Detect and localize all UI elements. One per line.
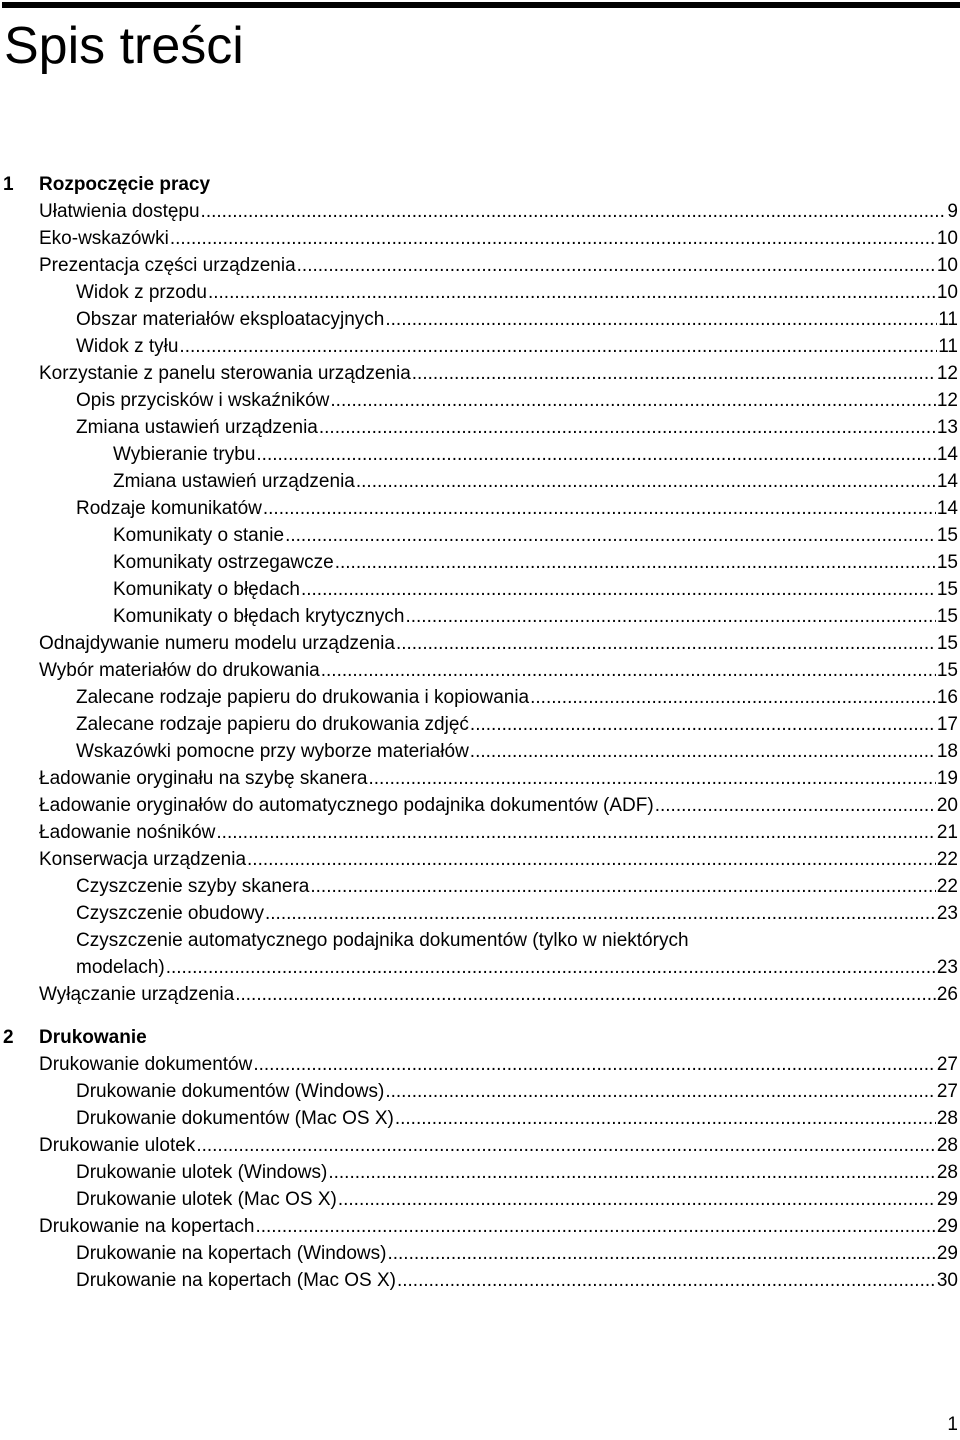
toc-entry-page: 13 [936,417,958,438]
toc-entry-page: 15 [936,633,958,654]
dot-leader [263,495,936,522]
top-rule [2,2,960,8]
chapter-heading[interactable] [0,171,960,198]
toc-entry-page: 10 [936,282,958,303]
toc-entry-label: Eko-wskazówki [39,228,169,249]
dot-leader [397,1267,936,1294]
toc-entry[interactable] [0,360,960,387]
toc-entry[interactable] [0,684,960,711]
toc-entry[interactable] [0,198,960,225]
toc-entry-label: Obszar materiałów eksploatacyjnych [76,309,385,330]
toc-entry[interactable] [0,468,960,495]
toc-entry[interactable] [0,1159,960,1186]
dot-leader [412,360,936,387]
dot-leader [321,657,936,684]
toc-entry-page: 27 [936,1054,958,1075]
section-gap [0,1008,960,1024]
toc-entry-page: 28 [936,1135,958,1156]
dot-leader [208,279,936,306]
dot-leader [196,1132,936,1159]
toc-entry[interactable] [0,1132,960,1159]
dot-leader [255,1213,935,1240]
toc-entry-label: Konserwacja urządzenia [39,849,247,870]
dot-leader [179,333,937,360]
dot-leader [385,1078,936,1105]
toc-entry-page: 15 [936,660,958,681]
dot-leader [356,468,936,495]
toc-entry[interactable] [0,1267,960,1294]
toc-entry[interactable] [0,1105,960,1132]
dot-leader [265,900,936,927]
toc-entry[interactable] [0,1051,960,1078]
toc-entry[interactable] [0,1240,960,1267]
toc-entry[interactable] [0,927,960,981]
chapter-number: 1 [3,174,14,195]
toc-entry-label: Drukowanie ulotek (Windows) [76,1162,328,1183]
toc-entry[interactable] [0,603,960,630]
toc-entry-page: 11 [938,336,958,357]
toc-entry-label: Zmiana ustawień urządzenia [113,471,355,492]
toc-entry-label: Komunikaty ostrzegawcze [113,552,334,573]
toc-entry-page: 10 [936,228,958,249]
toc-entry[interactable] [0,522,960,549]
toc-entry-label: Zmiana ustawień urządzenia [76,417,318,438]
dot-leader [310,873,935,900]
toc-entry-label: Ładowanie oryginału na szybę skanera [39,768,368,789]
toc-entry-label: Wyłączanie urządzenia [39,984,235,1005]
toc-entry[interactable] [0,576,960,603]
chapter-title: Drukowanie [39,1027,147,1048]
toc-entry-label: Odnajdywanie numeru modelu urządzenia [39,633,395,654]
toc-entry[interactable] [0,333,960,360]
toc-entry[interactable] [0,549,960,576]
toc-entry-page: 27 [936,1081,958,1102]
toc-entry[interactable] [0,792,960,819]
toc-entry[interactable] [0,387,960,414]
toc-entry-label: Drukowanie ulotek [39,1135,196,1156]
toc-entry-page: 23 [936,957,958,978]
toc-entry[interactable] [0,657,960,684]
toc-entry[interactable] [0,711,960,738]
dot-leader [405,603,935,630]
toc-entry-page: 12 [936,363,958,384]
dot-leader [387,1240,935,1267]
dot-leader [385,306,937,333]
dot-leader [655,792,936,819]
toc-entry-label: Opis przycisków i wskaźników [76,390,330,411]
toc-entry-page: 29 [936,1243,958,1264]
toc-entry-label: Zalecane rodzaje papieru do drukowania i kopiowania [76,687,530,708]
toc-entry-label: Komunikaty o błędach krytycznych [113,606,405,627]
dot-leader [319,414,936,441]
toc-entry-page: 14 [936,444,958,465]
table-of-contents [0,171,960,1294]
dot-leader [285,522,936,549]
toc-entry-page: 15 [936,525,958,546]
toc-entry[interactable] [0,819,960,846]
dot-leader [369,765,936,792]
toc-entry-page: 26 [936,984,958,1005]
toc-entry-page: 14 [936,498,958,519]
toc-entry[interactable] [0,279,960,306]
chapter-title: Rozpoczęcie pracy [39,174,211,195]
toc-entry-page: 15 [936,606,958,627]
dot-leader [216,819,935,846]
toc-entry[interactable] [0,441,960,468]
dot-leader [335,549,936,576]
toc-entry-label: Ułatwienia dostępu [39,201,200,222]
toc-entry-label: Widok z tyłu [76,336,179,357]
toc-entry-page: 20 [936,795,958,816]
dot-leader [247,846,936,873]
toc-entry[interactable] [0,765,960,792]
toc-entry-label: Czyszczenie szyby skanera [76,876,310,897]
toc-entry-page: 10 [936,255,958,276]
toc-entry-label: Drukowanie na kopertach (Mac OS X) [76,1270,396,1291]
toc-entry-page: 22 [936,876,958,897]
toc-entry-label: Drukowanie dokumentów [39,1054,253,1075]
toc-entry-page: 29 [936,1189,958,1210]
toc-entry-page: 18 [936,741,958,762]
dot-leader [470,711,936,738]
dot-leader [297,252,936,279]
toc-entry[interactable] [0,1186,960,1213]
toc-entry-page: 14 [936,471,958,492]
toc-entry-page: 22 [936,849,958,870]
toc-entry-label: Ładowanie oryginałów do automatycznego podajnika dokumentów (ADF) [39,795,654,816]
toc-entry-label: Drukowanie na kopertach (Windows) [76,1243,387,1264]
toc-entry-label: Korzystanie z panelu sterowania urządzenia [39,363,411,384]
toc-entry[interactable] [0,414,960,441]
toc-entry[interactable] [0,495,960,522]
toc-entry-page: 21 [936,822,958,843]
toc-entry-label-line1: Czyszczenie automatycznego podajnika dokumentów (tylko w niektórych [76,930,689,951]
toc-entry-page: 29 [936,1216,958,1237]
toc-entry-label: Zalecane rodzaje papieru do drukowania zdjęć [76,714,469,735]
dot-leader [396,630,936,657]
toc-entry-label: Drukowanie ulotek (Mac OS X) [76,1189,337,1210]
toc-entry-label: Widok z przodu [76,282,207,303]
dot-leader [470,738,936,765]
dot-leader [301,576,936,603]
toc-entry-page: 17 [936,714,958,735]
toc-entry-label: Rodzaje komunikatów [76,498,262,519]
dot-leader [395,1105,936,1132]
chapter-heading[interactable] [0,1024,960,1051]
toc-entry[interactable] [0,1213,960,1240]
toc-entry-page: 19 [936,768,958,789]
toc-entry-label: Komunikaty o błędach [113,579,300,600]
dot-leader [530,684,936,711]
toc-entry[interactable] [0,873,960,900]
toc-entry-page: 9 [947,201,958,222]
toc-entry-label: Czyszczenie obudowy [76,903,264,924]
dot-leader [338,1186,936,1213]
toc-entry-page: 12 [936,390,958,411]
toc-entry-page: 15 [936,552,958,573]
page-number: 1 [947,1414,958,1435]
toc-entry-label: Drukowanie dokumentów (Mac OS X) [76,1108,394,1129]
dot-leader [330,387,935,414]
toc-entry-page: 30 [936,1270,958,1291]
toc-entry[interactable] [0,306,960,333]
toc-entry[interactable] [0,846,960,873]
dot-leader [328,1159,936,1186]
toc-entry-label: Prezentacja części urządzenia [39,255,296,276]
dot-leader [170,225,936,252]
toc-entry-label: Komunikaty o stanie [113,525,285,546]
chapter-number: 2 [3,1027,14,1048]
toc-entry[interactable] [0,981,960,1008]
dot-leader [235,981,936,1008]
toc-entry[interactable] [0,738,960,765]
toc-entry-page: 28 [936,1108,958,1129]
page-title: Spis treści [4,17,244,75]
toc-entry[interactable] [0,630,960,657]
toc-entry-line2 [0,954,960,981]
toc-entry-label: Wybór materiałów do drukowania [39,660,320,681]
toc-entry[interactable] [0,1078,960,1105]
toc-entry-label: Wybieranie trybu [113,444,256,465]
toc-entry-label: Wskazówki pomocne przy wyborze materiałów [76,741,469,762]
toc-entry-label: Ładowanie nośników [39,822,216,843]
toc-entry[interactable] [0,252,960,279]
toc-entry-page: 23 [936,903,958,924]
toc-entry-label: Drukowanie na kopertach [39,1216,255,1237]
toc-entry-page: 28 [936,1162,958,1183]
toc-entry-page: 11 [938,309,958,330]
toc-entry-page: 15 [936,579,958,600]
toc-entry[interactable] [0,900,960,927]
toc-entry[interactable] [0,225,960,252]
dot-leader [166,954,936,981]
toc-entry-page: 16 [936,687,958,708]
dot-leader [256,441,935,468]
toc-entry-label: Drukowanie dokumentów (Windows) [76,1081,385,1102]
toc-entry-label-line2: modelach) [76,957,165,978]
dot-leader [253,1051,936,1078]
dot-leader [201,198,947,225]
